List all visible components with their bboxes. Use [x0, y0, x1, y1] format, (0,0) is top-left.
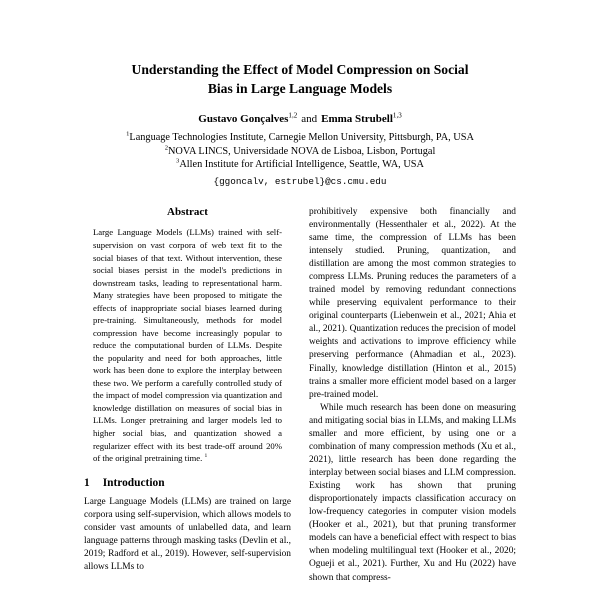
section-title: Introduction: [102, 476, 165, 489]
authors-line: [84, 113, 516, 125]
abstract-heading: Abstract: [167, 205, 208, 218]
right-column-paragraph: prohibitively expensive both financially and environmentally (Hessenthaler et al., 2022). At the same time, the compression of LLMs has been intensely studied. Pruning, quantization, and distillation are among the most common strategies to compress LLMs. Pruning reduces the parameters of a trained model by removing redundant connections while preserving equivalent performance to their original counterparts (Liebenwein et al., 2021; Ahia et al., 2021). Quantization reduces the precision of model weights and activations to improve efficiency while preserving performance (Ahmadian et al., 2023). Finally, knowledge distillation (Hinton et al., 2015) trains a smaller more efficient model based on a larger pre-trained model.: [309, 206, 516, 400]
affiliation-superscript: 3: [176, 157, 180, 165]
author-emails: {ggoncalv, estrubel}@cs.cmu.edu: [213, 175, 387, 187]
affiliations-block: [84, 131, 516, 172]
abstract-text: Large Language Models (LLMs) trained with self-supervision on vast corpora of web text fit to the social biases of that text. Without intervention, these social biases persist in the model's predictions in downstream tasks, leading to representational harm. Many strategies have been proposed to mitigate the effects of inappropriate social biases learned during pre-training. Simultaneously, methods for model compression have become increasingly popular to reduce the computational burden of LLMs. Despite the popularity and need for both approaches, little work has been done to explore the interplay between these two. We perform a carefully controlled study of the impact of model compression via quantization and knowledge distillation on measures of social bias in LLMs. Longer pretraining and larger models led to higher social bias, and quantization showed a regularizer effect with its best trade-off around 20% of the original pretraining time.: [93, 227, 282, 464]
affiliation-line: [84, 131, 516, 145]
page-title: Understanding the Effect of Model Compression on Social Bias in Large Language Models: [131, 62, 469, 97]
right-column-paragraph: While much research has been done on measuring and mitigating social bias in LLMs, and making LLMs smaller and more efficient, by using one or a combination of many compression methods (Xu et al., 2021), little research has been done regarding the interplay between social biases and LLM compression. Existing work has shown that pruning disproportionately impacts classification accuracy on low-frequency categories in computer vision models (Hooker et al., 2021), but that pruning transformer models can have a beneficial effect with respect to bias when modeling multilingual text (Hooker et al., 2020; Ogueji et al., 2021). Further, Xu and Hu (2022) have shown that compress-: [309, 402, 516, 583]
abstract-body: [84, 226, 291, 464]
affiliation-superscript: 2: [164, 144, 168, 152]
column-left: [84, 206, 291, 585]
section-number: 1: [84, 476, 90, 489]
author-superscript: 1,2: [288, 111, 298, 120]
column-right: [309, 206, 516, 585]
introduction-paragraph: Large Language Models (LLMs) are trained on large corpora using self-supervision, which allows models to consider vast amounts of unlabelled data, and learn language patterns through masking tasks (Devlin et al., 2019; Radford et al., 2019). However, self-supervision allows LLMs to: [84, 496, 291, 572]
author-name: Emma Strubell: [321, 113, 393, 126]
authors-conjunction: and: [301, 113, 318, 126]
author-name: Gustavo Gonçalves: [198, 113, 289, 126]
affiliation-text: Allen Institute for Artificial Intelligence, Seattle, WA, USA: [179, 159, 424, 171]
affiliation-text: Language Technologies Institute, Carnegie Mellon University, Pittsburgh, PA, USA: [129, 132, 474, 144]
affiliation-superscript: 1: [126, 130, 130, 138]
two-column-body: [84, 206, 516, 585]
affiliation-line: [84, 145, 516, 159]
section-heading-introduction: [84, 477, 291, 489]
author-superscript: 1,3: [392, 111, 402, 120]
footnote-marker: 1: [204, 453, 208, 460]
affiliation-line: [84, 158, 516, 172]
affiliation-text: NOVA LINCS, Universidade NOVA de Lisboa, Lisbon, Portugal: [167, 145, 436, 157]
